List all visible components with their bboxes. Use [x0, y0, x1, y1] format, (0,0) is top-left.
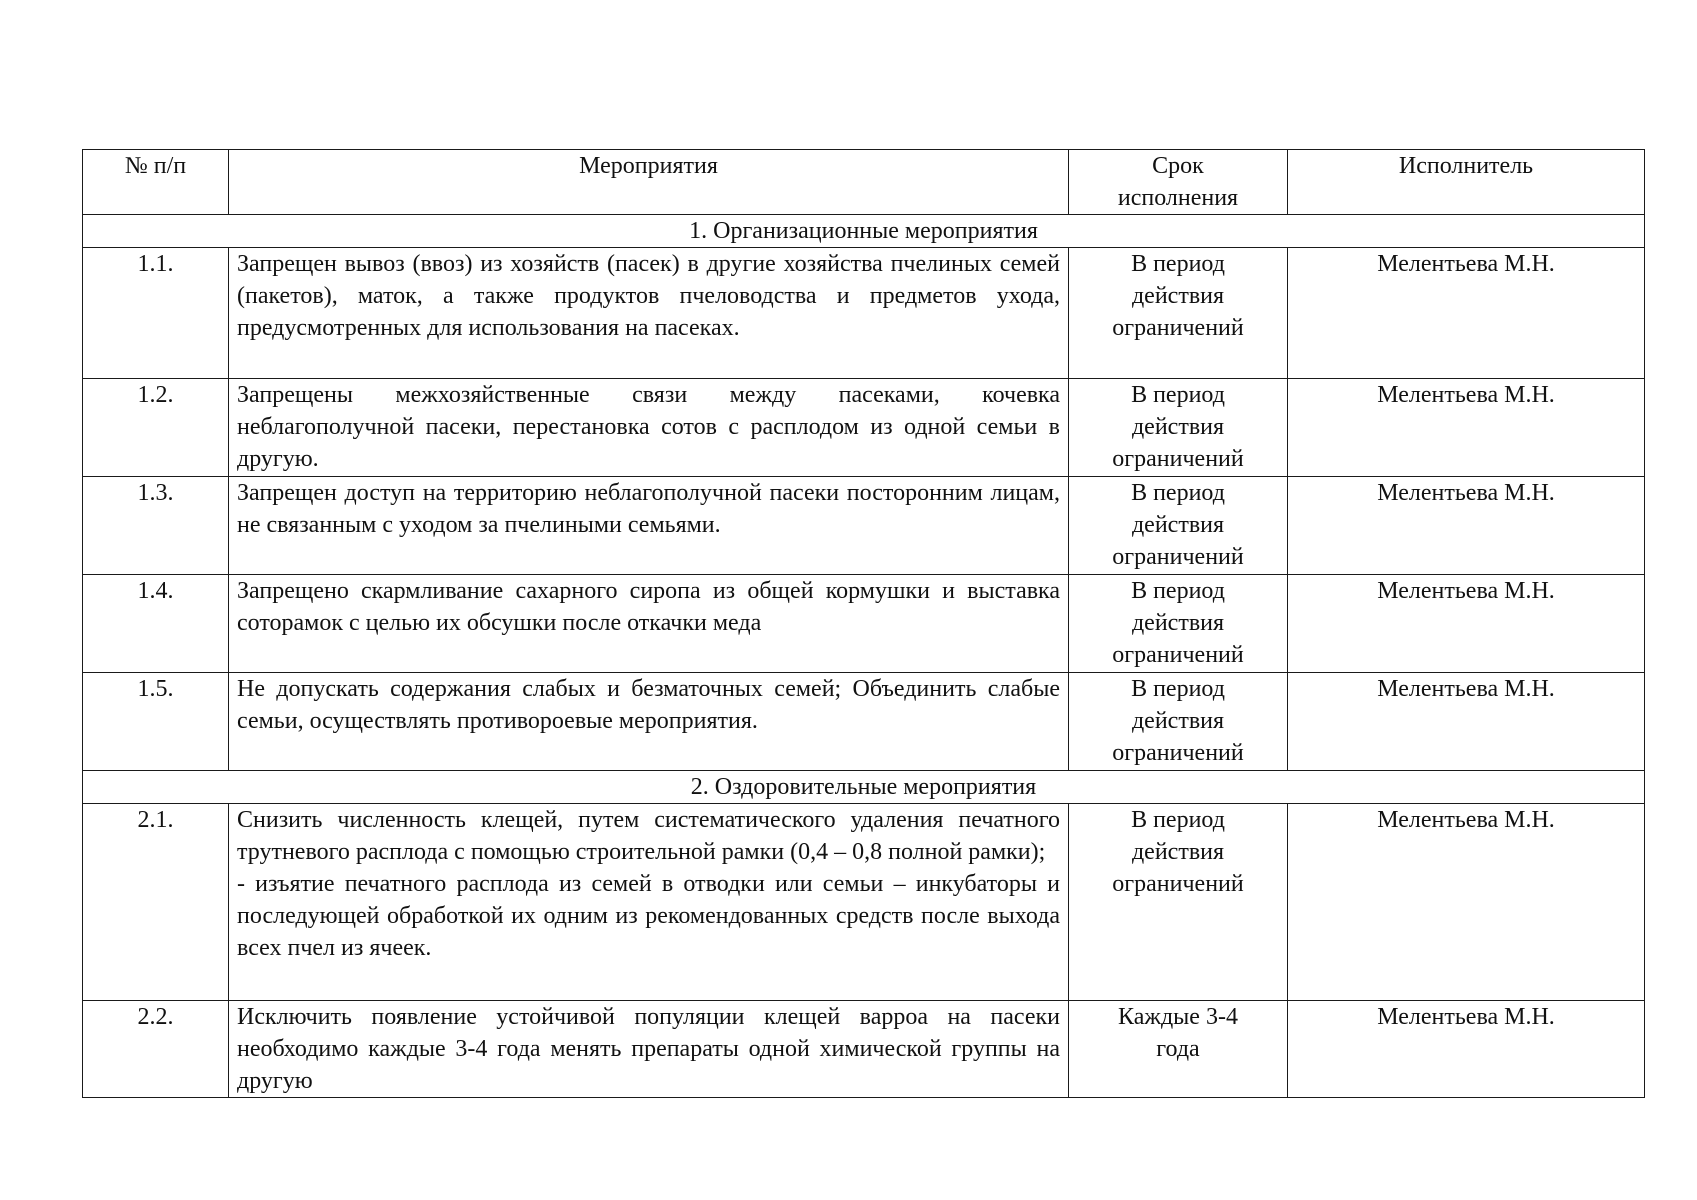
table-header-row: [83, 150, 1645, 215]
row-term: [1069, 248, 1288, 379]
row-number: 1.3.: [83, 477, 229, 575]
row-number: 1.1.: [83, 248, 229, 379]
row-executor: Мелентьева М.Н.: [1288, 477, 1645, 575]
row-activity: Запрещен вывоз (ввоз) из хозяйств (пасек) в другие хозяйства пчелиных семей (пакетов), маток, а также продуктов пчеловодства и предметов ухода, предусмотренных для использования на пасеках.: [229, 248, 1069, 379]
section-title: 1. Организационные мероприятия: [83, 215, 1645, 248]
row-activity: Исключить появление устойчивой популяции клещей варроа на пасеки необходимо каждые 3-4 года менять препараты одной химической группы на другую: [229, 1001, 1069, 1098]
row-term: [1069, 477, 1288, 575]
section-row: [83, 215, 1645, 248]
row-term: [1069, 673, 1288, 771]
row-executor: Мелентьева М.Н.: [1288, 575, 1645, 673]
row-number: 1.2.: [83, 379, 229, 477]
table-row: [83, 673, 1645, 771]
table-row: [83, 575, 1645, 673]
row-activity: [229, 804, 1069, 1001]
row-executor: Мелентьева М.Н.: [1288, 1001, 1645, 1098]
table-row: [83, 379, 1645, 477]
header-activities: Мероприятия: [229, 150, 1069, 215]
header-term-text: Срок исполнения: [1117, 153, 1239, 211]
row-activity-extra: - изъятие печатного расплода из семей в отводки или семьи – инкубаторы и последующей обработкой их одним из рекомендованных средств после выхода всех пчел из ячеек.: [237, 871, 1060, 961]
section-row: [83, 771, 1645, 804]
row-term-text: В период действия ограничений: [1112, 480, 1244, 570]
header-term: [1069, 150, 1288, 215]
activities-table: [82, 149, 1645, 1098]
header-number: № п/п: [83, 150, 229, 215]
row-term-text: В период действия ограничений: [1112, 676, 1244, 766]
row-term: [1069, 575, 1288, 673]
row-activity: Запрещены межхозяйственные связи между пасеками, кочевка неблагополучной пасеки, перестановка сотов с расплодом из одной семьи в другую.: [229, 379, 1069, 477]
row-activity: Запрещен доступ на территорию неблагополучной пасеки посторонним лицам, не связанным с уходом за пчелиными семьями.: [229, 477, 1069, 575]
table-row: [83, 248, 1645, 379]
row-number: 2.2.: [83, 1001, 229, 1098]
row-term-text: Каждые 3-4 года: [1118, 1004, 1238, 1062]
row-term-text: В период действия ограничений: [1112, 807, 1244, 897]
row-term-text: В период действия ограничений: [1112, 251, 1244, 341]
table-row: [83, 477, 1645, 575]
header-executor: Исполнитель: [1288, 150, 1645, 215]
table-row: [83, 1001, 1645, 1098]
row-term-text: В период действия ограничений: [1112, 578, 1244, 668]
section-title: 2. Оздоровительные мероприятия: [83, 771, 1645, 804]
row-executor: Мелентьева М.Н.: [1288, 673, 1645, 771]
row-term: [1069, 804, 1288, 1001]
row-executor: Мелентьева М.Н.: [1288, 379, 1645, 477]
row-activity: Не допускать содержания слабых и безматочных семей; Объединить слабые семьи, осуществлять противороевые мероприятия.: [229, 673, 1069, 771]
row-number: 2.1.: [83, 804, 229, 1001]
row-executor: Мелентьева М.Н.: [1288, 248, 1645, 379]
row-term: [1069, 379, 1288, 477]
row-number: 1.5.: [83, 673, 229, 771]
table-row: [83, 804, 1645, 1001]
row-executor: Мелентьева М.Н.: [1288, 804, 1645, 1001]
row-term-text: В период действия ограничений: [1112, 382, 1244, 472]
row-activity: Запрещено скармливание сахарного сиропа из общей кормушки и выставка соторамок с целью их обсушки после откачки меда: [229, 575, 1069, 673]
row-activity-text: Снизить численность клещей, путем систематического удаления печатного трутневого расплода с помощью строительной рамки (0,4 – 0,8 полной рамки);: [237, 807, 1060, 865]
row-number: 1.4.: [83, 575, 229, 673]
row-term: [1069, 1001, 1288, 1098]
